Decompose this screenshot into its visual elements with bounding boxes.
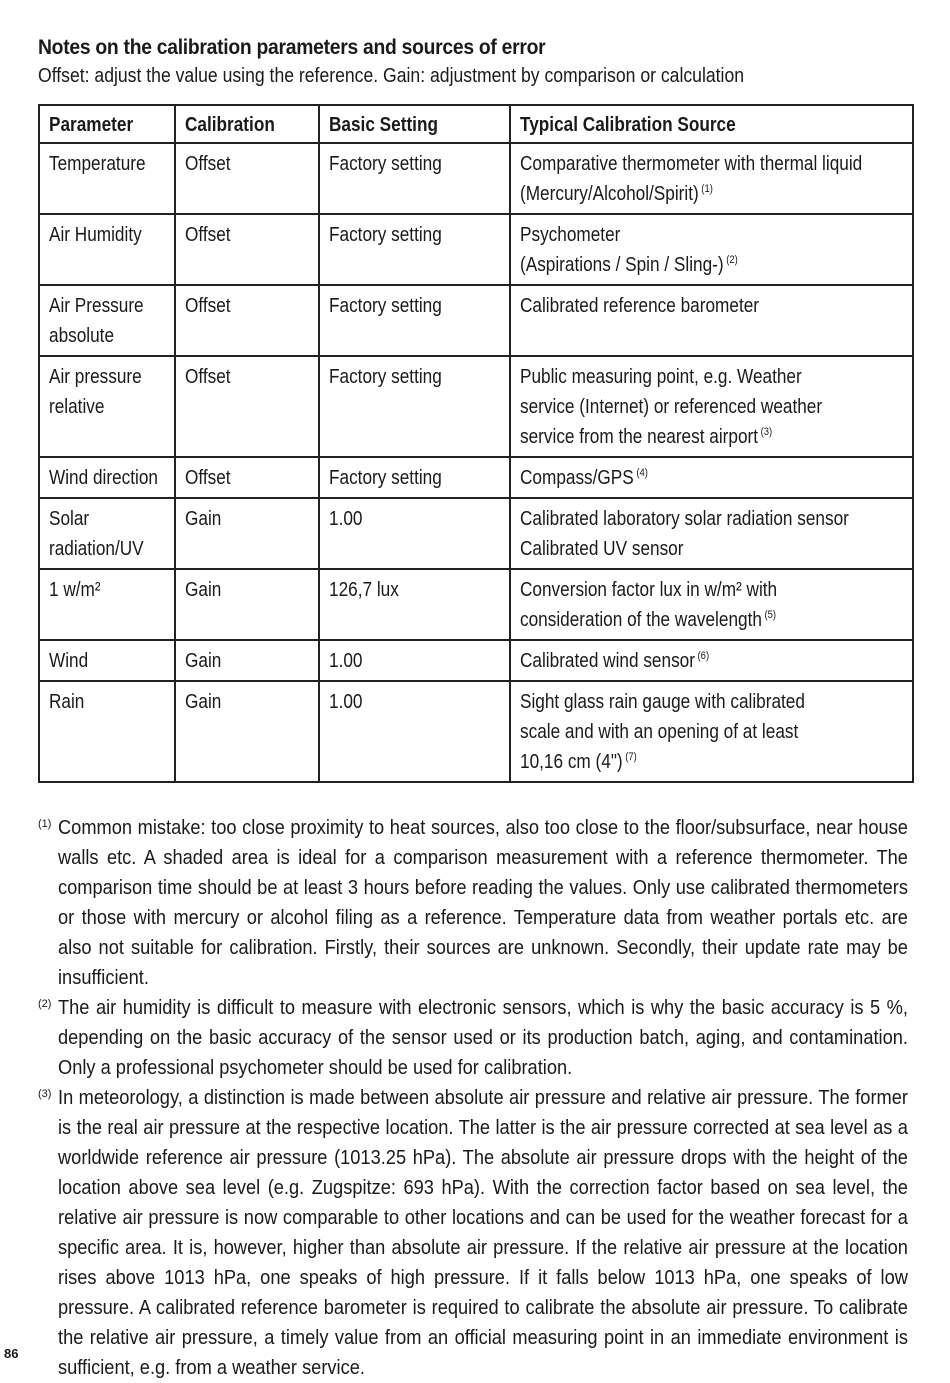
calibration-cell: Offset (175, 285, 319, 356)
footnote-marker: (1) (38, 818, 52, 830)
parameter-cell: Air Pressure absolute (39, 285, 175, 356)
footnote-ref: (4) (636, 467, 648, 480)
table-row (39, 498, 913, 569)
calibration-source-cell: Calibrated reference barometer (510, 285, 913, 356)
column-header: Typical Calibration Source (510, 105, 913, 143)
parameter-cell: Wind direction (39, 457, 175, 498)
parameter-cell: Air Humidity (39, 214, 175, 285)
basic-setting-cell: Factory setting (319, 214, 510, 285)
table-row (39, 143, 913, 214)
footnote-ref: (2) (726, 254, 738, 267)
calibration-source-cell: Comparative thermometer with thermal liquid (Mercury/Alcohol/Spirit) $^{(1)}$ (510, 143, 913, 214)
basic-setting-cell: Factory setting (319, 285, 510, 356)
page-content (38, 34, 913, 1383)
column-header: Basic Setting (319, 105, 510, 143)
table-row (39, 569, 913, 640)
calibration-source-cell: Psychometer (Aspirations / Spin / Sling-) $^{(2)}$ (510, 214, 913, 285)
footnote-ref: (7) (625, 751, 637, 764)
calibration-source-cell: Calibrated laboratory solar radiation sensor Calibrated UV sensor (510, 498, 913, 569)
calibration-cell: Gain (175, 681, 319, 782)
page-number: 86 (4, 1346, 19, 1361)
basic-setting-cell: Factory setting (319, 143, 510, 214)
basic-setting-cell: Factory setting (319, 457, 510, 498)
column-header: Parameter (39, 105, 175, 143)
calibration-table (38, 104, 914, 783)
parameter-cell: Rain (39, 681, 175, 782)
calibration-cell: Gain (175, 498, 319, 569)
basic-setting-cell: Factory setting (319, 356, 510, 457)
calibration-source-cell: Public measuring point, e.g. Weather service (Internet) or referenced weather service from the nearest airport $^{(3)}$ (510, 356, 913, 457)
calibration-cell: Offset (175, 143, 319, 214)
basic-setting-cell: 126,7 lux (319, 569, 510, 640)
footnote (38, 813, 913, 993)
basic-setting-cell: 1.00 (319, 498, 510, 569)
footnote (38, 1083, 913, 1383)
calibration-source-cell: Conversion factor lux in w/m² with consideration of the wavelength $^{(5)}$ (510, 569, 913, 640)
footnote-marker: (2) (38, 998, 52, 1010)
calibration-source-cell: Calibrated wind sensor $^{(6)}$ (510, 640, 913, 681)
parameter-cell: Temperature (39, 143, 175, 214)
page-subtitle: Offset: adjust the value using the reference. Gain: adjustment by comparison or calculation (38, 65, 745, 87)
table-row (39, 285, 913, 356)
footnote (38, 993, 913, 1083)
column-header: Calibration (175, 105, 319, 143)
basic-setting-cell: 1.00 (319, 681, 510, 782)
page-title: Notes on the calibration parameters and sources of error (38, 36, 546, 59)
parameter-cell: 1 w/m² (39, 569, 175, 640)
footnote-marker: (3) (38, 1088, 52, 1100)
footnotes (38, 813, 913, 1383)
basic-setting-cell: 1.00 (319, 640, 510, 681)
calibration-cell: Offset (175, 356, 319, 457)
table-row (39, 457, 913, 498)
parameter-cell: Solar radiation/UV (39, 498, 175, 569)
calibration-cell: Offset (175, 457, 319, 498)
calibration-source-cell: Compass/GPS $^{(4)}$ (510, 457, 913, 498)
footnote-ref: (5) (764, 609, 777, 622)
table-row (39, 214, 913, 285)
footnote-ref: (6) (697, 650, 710, 663)
footnote-ref: (1) (701, 183, 713, 196)
table-row (39, 356, 913, 457)
table-header-row (39, 105, 913, 143)
calibration-source-cell: Sight glass rain gauge with calibrated scale and with an opening of at least 10,16 cm (4") $^{(7)}$ (510, 681, 913, 782)
table-row (39, 681, 913, 782)
footnote-text: In meteorology, a distinction is made between absolute air pressure and relative air pressure. The former is the real air pressure at the respective location. The latter is the air pressure corrected at sea level as a worldwide reference air pressure (1013.25 hPa). The absolute air pressure drops with the height of the location above sea level (e.g. Zugspitze: 693 hPa). With the correction factor based on sea level, the relative air pressure is now comparable to other locations and can be used for the weather forecast for a specific area. It is, however, higher than absolute air pressure. If the relative air pressure at the location rises above 1013 hPa, one speaks of high pressure. If it falls below 1013 hPa, one speaks of low pressure. A calibrated reference barometer is required to calibrate the absolute air pressure. To calibrate the relative air pressure, a timely value from an official measuring point in an immediate environment is sufficient, e.g. from a weather service. (58, 1086, 908, 1379)
parameter-cell: Wind (39, 640, 175, 681)
calibration-cell: Gain (175, 569, 319, 640)
calibration-cell: Offset (175, 214, 319, 285)
footnote-ref: (3) (760, 426, 773, 439)
parameter-cell: Air pressure relative (39, 356, 175, 457)
footnote-text: Common mistake: too close proximity to heat sources, also too close to the floor/subsurface, near house walls etc. A shaded area is ideal for a comparison measurement with a reference thermometer. The comparison time should be at least 3 hours before reading the values. Only use calibrated thermometers or those with mercury or alcohol filing as a reference. Temperature data from weather portals etc. are also not suitable for calibration. Firstly, their sources are unknown. Secondly, their update rate may be insufficient. (58, 816, 908, 989)
footnote-text: The air humidity is difficult to measure with electronic sensors, which is why the basic accuracy is 5 %, depending on the basic accuracy of the sensor used or its production batch, aging, and contamination. Only a professional psychometer should be used for calibration. (58, 996, 908, 1079)
calibration-cell: Gain (175, 640, 319, 681)
table-row (39, 640, 913, 681)
